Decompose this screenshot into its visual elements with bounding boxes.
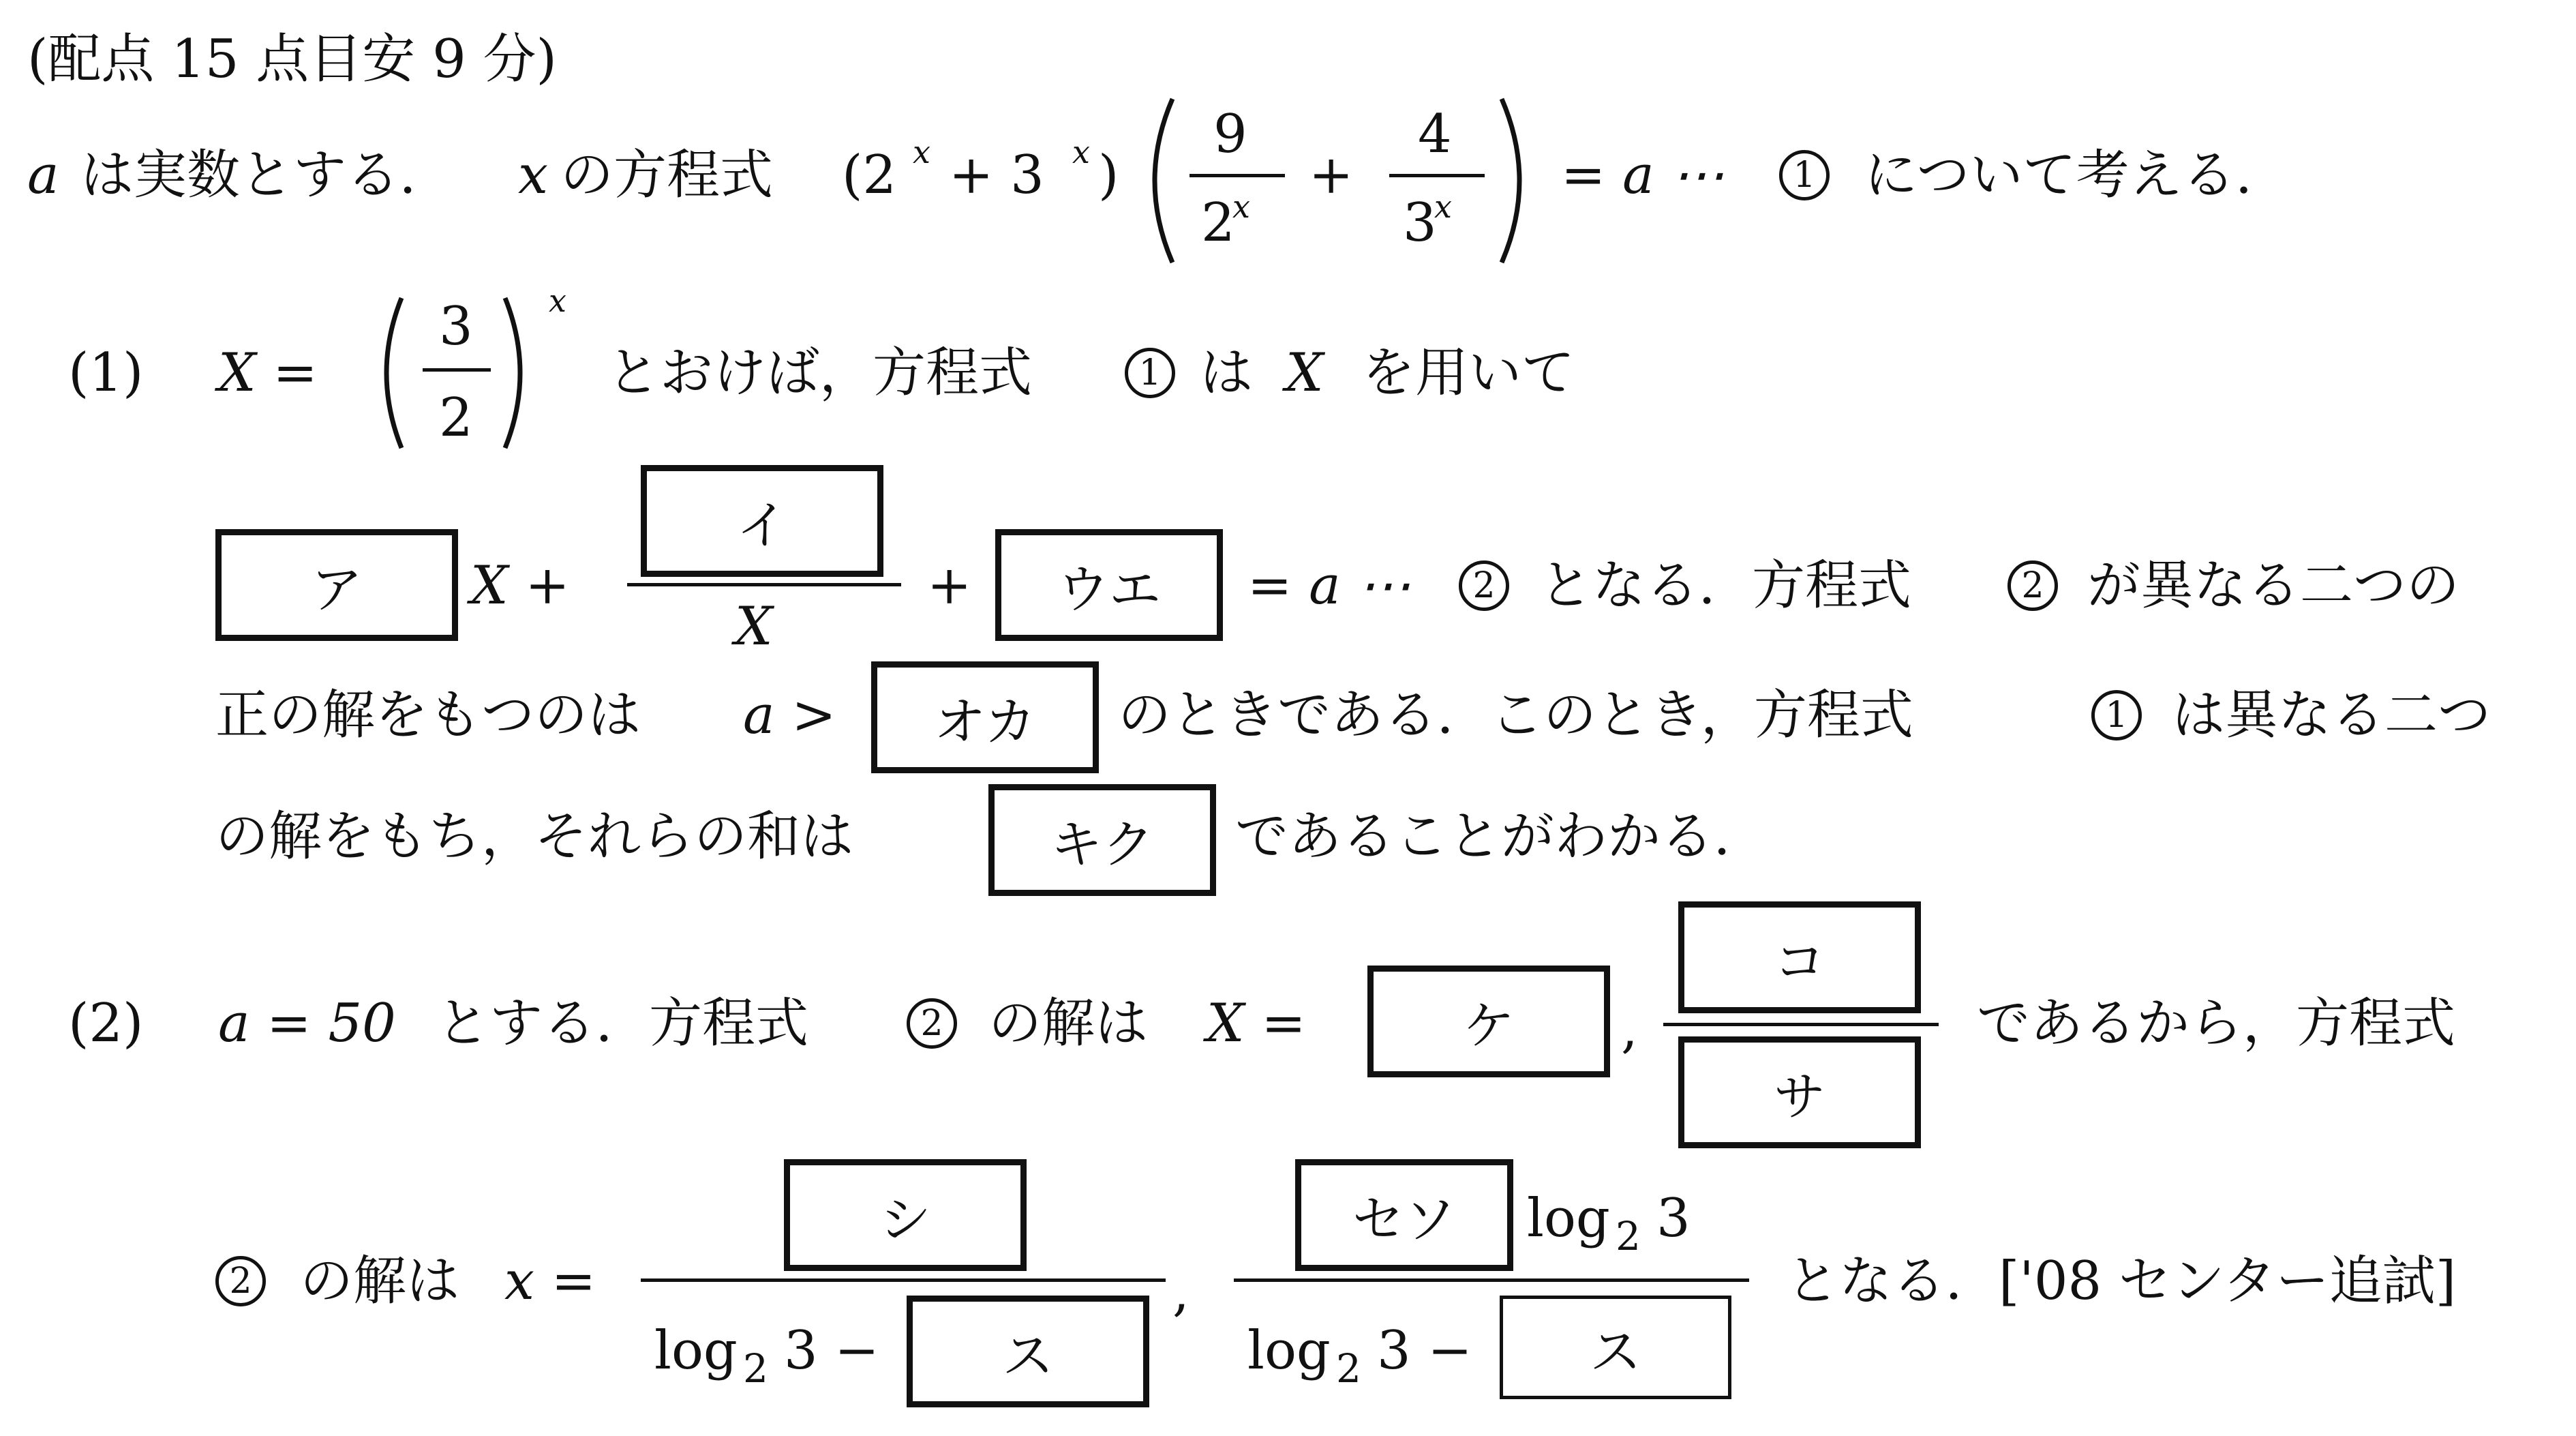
q1-line1-tail: となる．方程式 xyxy=(1539,555,1912,616)
q1-exp-x: x xyxy=(549,282,566,319)
frac1-den-exp: x xyxy=(1232,188,1250,225)
expr-plus: + 3 xyxy=(949,145,1044,206)
intro-text-2: の方程式 xyxy=(560,145,774,206)
q1-line1-tail-2: が異なる二つの xyxy=(2087,555,2460,616)
var-x: x xyxy=(518,145,548,206)
q1-X-eq: X = xyxy=(218,342,318,404)
expr-exp-2: x xyxy=(1072,134,1090,170)
circled-2-eq: 2 xyxy=(1459,560,1509,611)
q2-text-4: の解は xyxy=(300,1251,460,1312)
answer-box-a[interactable]: ア xyxy=(215,529,458,641)
q1-line2-head: 正の解をもつのは xyxy=(215,685,641,746)
eq2-den-X: X xyxy=(735,596,773,657)
q1-a-gt: a > xyxy=(743,685,836,746)
q2-frac2-log-tail: 3 − xyxy=(1377,1320,1472,1381)
answer-box-ke[interactable]: ケ xyxy=(1367,966,1610,1077)
eq2-frac-bar xyxy=(627,583,901,586)
big-paren-right xyxy=(1496,95,1537,266)
answer-box-seso[interactable]: セソ xyxy=(1295,1159,1513,1271)
frac2-bar xyxy=(1389,174,1485,177)
q1-line3-head: の解をもち，それらの和は xyxy=(215,806,854,867)
q2-frac2-log: log xyxy=(1247,1320,1331,1381)
answer-box-ue[interactable]: ウエ xyxy=(995,529,1223,641)
q2-frac1-log: log xyxy=(654,1320,738,1381)
var-a: a xyxy=(27,145,59,206)
frac2-num: 4 xyxy=(1418,104,1452,165)
q2-frac1-bar xyxy=(641,1278,1166,1282)
circled-1-line2: 1 xyxy=(2091,690,2142,741)
q2-x-eq: x = xyxy=(504,1251,596,1312)
eq2-X-plus: X + xyxy=(470,555,570,616)
answer-box-sa[interactable]: サ xyxy=(1678,1036,1921,1148)
frac2-den: 3 xyxy=(1403,192,1437,254)
expr-open: (2 xyxy=(842,145,897,206)
eq2-rhs: = a ⋯ xyxy=(1247,555,1411,616)
intro-text-1: は実数とする． xyxy=(80,145,453,206)
circled-2-final: 2 xyxy=(215,1256,266,1306)
score-header: (配点 15 点目安 9 分) xyxy=(27,29,557,90)
q1-paren-right xyxy=(501,295,535,451)
frac2-den-exp: x xyxy=(1434,188,1452,225)
q1-frac-num: 3 xyxy=(439,296,473,357)
answer-box-ko[interactable]: コ xyxy=(1678,901,1921,1013)
q2-label: (2) xyxy=(68,993,144,1054)
q2-frac2-bar xyxy=(1234,1278,1749,1282)
intro-text-3: について考える． xyxy=(1864,145,2289,206)
q2-text-1: とする．方程式 xyxy=(436,993,809,1054)
q2-a-eq: a = 50 xyxy=(218,993,396,1054)
q1-text-2: は xyxy=(1200,342,1254,404)
answer-box-i[interactable]: イ xyxy=(641,465,883,577)
answer-box-su-2[interactable]: ス xyxy=(1500,1296,1731,1399)
q2-frac2-log-sub: 2 xyxy=(1336,1345,1361,1392)
q2-comma-2: , xyxy=(1172,1261,1189,1323)
frac1-den: 2 xyxy=(1201,192,1235,254)
q1-frac-den: 2 xyxy=(439,387,473,449)
circled-2-q2: 2 xyxy=(907,998,957,1049)
answer-box-shi[interactable]: シ xyxy=(784,1159,1027,1271)
answer-box-oka[interactable]: オカ xyxy=(871,661,1099,773)
q1-line2-tail-2: は異なる二つ xyxy=(2172,685,2491,746)
frac-plus: + xyxy=(1309,145,1354,206)
q2-frac2-num-log-tail: 3 xyxy=(1656,1188,1691,1249)
answer-box-kiku[interactable]: キク xyxy=(988,784,1216,896)
q2-text-5: となる．['08 センター追試] xyxy=(1786,1251,2457,1312)
q2-frac1-log-sub: 2 xyxy=(743,1345,768,1392)
q2-X-eq: X = xyxy=(1207,993,1306,1054)
frac1-bar xyxy=(1189,174,1285,177)
eq2-plus: + xyxy=(927,555,972,616)
q1-line2-tail: のときである．このとき，方程式 xyxy=(1118,685,1913,746)
circled-2-q1: 2 xyxy=(2007,560,2058,611)
answer-box-su[interactable]: ス xyxy=(907,1296,1149,1407)
q1-paren-left xyxy=(372,295,406,451)
q2-comma: , xyxy=(1621,998,1638,1060)
q1-X-var: X xyxy=(1286,342,1324,404)
q2-text-2: の解は xyxy=(988,993,1149,1054)
q2-text-3: であるから，方程式 xyxy=(1977,993,2456,1054)
circled-1-q1: 1 xyxy=(1125,348,1175,398)
q2-frac1-log-tail: 3 − xyxy=(784,1320,879,1381)
q1-text-3: を用いて xyxy=(1362,342,1575,404)
expr-close: ) xyxy=(1098,145,1119,206)
expr-exp-1: x xyxy=(913,134,930,170)
q1-label: (1) xyxy=(68,342,144,404)
frac1-num: 9 xyxy=(1213,104,1247,165)
q1-text-1: とおけば，方程式 xyxy=(607,342,1033,404)
q1-frac-bar xyxy=(423,368,491,372)
intro-rhs: = a ⋯ xyxy=(1561,145,1725,206)
circled-1-intro: 1 xyxy=(1779,150,1830,200)
q2-frac2-num-log: log xyxy=(1527,1188,1610,1249)
q2-frac2-num-log-sub: 2 xyxy=(1616,1213,1641,1259)
q2-frac-bar xyxy=(1663,1023,1939,1026)
q1-line3-tail: であることがわかる． xyxy=(1235,806,1768,867)
big-paren-left xyxy=(1137,95,1178,266)
